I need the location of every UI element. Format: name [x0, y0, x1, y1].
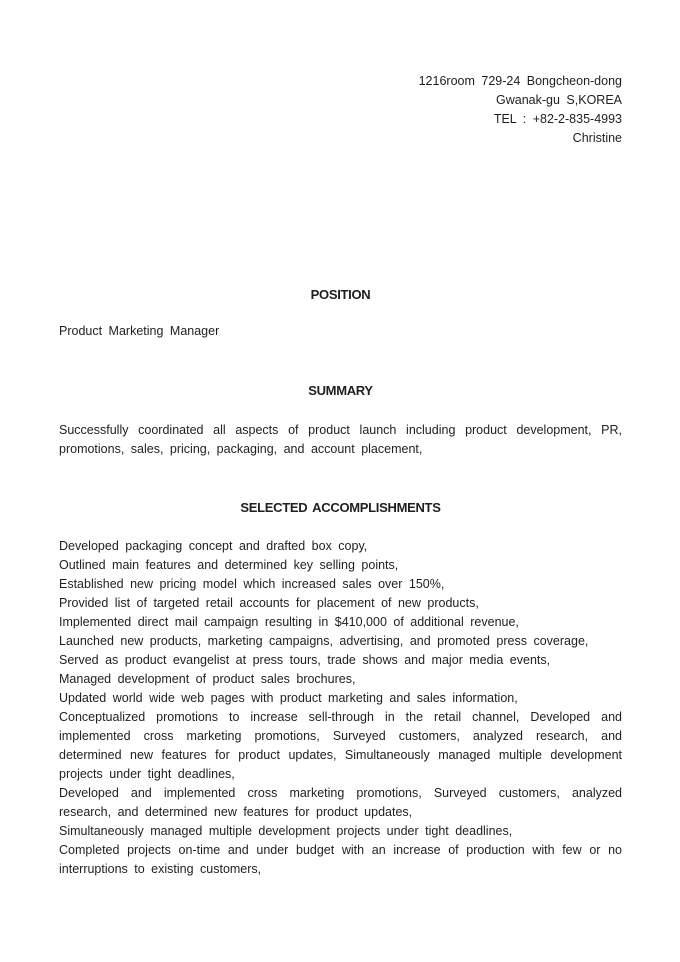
position-value: Product Marketing Manager [59, 324, 220, 338]
accomplishment-item: Launched new products, marketing campaigns, advertising, and promoted press coverage, [59, 634, 589, 648]
document-content [59, 0, 622, 879]
accomplishment-item: Completed projects on-time and under budget with an increase of production with few or no interruptions to existing customers, [59, 843, 622, 876]
summary-heading: SUMMARY [308, 383, 373, 398]
position-heading: POSITION [310, 287, 371, 302]
contact-header [59, 72, 622, 148]
accomplishments-heading: SELECTED ACCOMPLISHMENTS [240, 500, 441, 515]
accomplishment-item: Updated world wide web pages with product marketing and sales information, [59, 691, 518, 705]
accomplishment-item: Developed packaging concept and drafted box copy, [59, 539, 368, 553]
region-line: Gwanak-gu S,KOREA [496, 93, 622, 107]
accomplishment-item: Served as product evangelist at press tours, trade shows and major media events, [59, 653, 551, 667]
address-line: 1216room 729-24 Bongcheon-dong [418, 74, 622, 88]
summary-body: Successfully coordinated all aspects of product launch including product development, PR, promotions, sales, pricing, packaging, and account placement, [59, 423, 622, 456]
accomplishment-item: Provided list of targeted retail accounts for placement of new products, [59, 596, 479, 610]
accomplishment-item: Simultaneously managed multiple development projects under tight deadlines, [59, 824, 513, 838]
accomplishment-item: Established new pricing model which increased sales over 150%, [59, 577, 445, 591]
accomplishment-item: Conceptualized promotions to increase sell-through in the retail channel, Developed and implemented cross marketing promotions, Surveyed customers, analyzed research, and determined new features for product updates, Simultaneously managed multiple development projects under tight deadlines, [59, 710, 622, 781]
accomplishment-list [59, 537, 622, 879]
accomplishment-item: Managed development of product sales brochures, [59, 672, 356, 686]
telephone-line: TEL : +82-2-835-4993 [493, 112, 622, 126]
accomplishment-item: Implemented direct mail campaign resulting in $410,000 of additional revenue, [59, 615, 519, 629]
name-line: Christine [572, 131, 622, 145]
accomplishment-item: Outlined main features and determined key selling points, [59, 558, 399, 572]
accomplishment-item: Developed and implemented cross marketing promotions, Surveyed customers, analyzed research, and determined new features for product updates, [59, 786, 622, 819]
